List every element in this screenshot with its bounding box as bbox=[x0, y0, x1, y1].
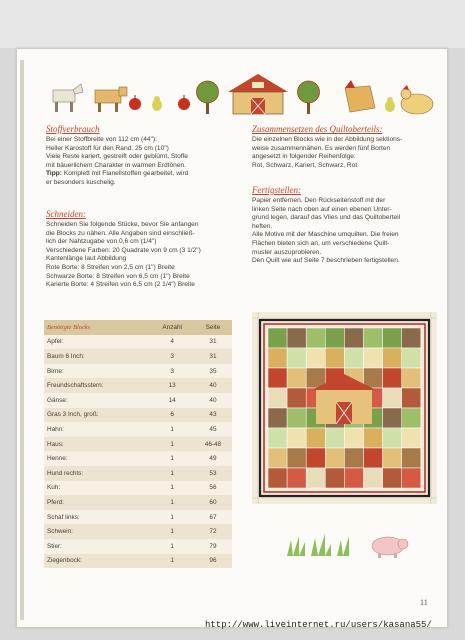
block-name-cell: Stier: bbox=[44, 539, 150, 554]
quilt-block bbox=[364, 428, 383, 448]
text-line: Heller Karostoff für den Rand: 25 cm (10") bbox=[46, 144, 169, 152]
block-count-cell: 1 bbox=[150, 539, 194, 554]
apple-icon bbox=[178, 95, 190, 110]
grass-icon bbox=[287, 534, 349, 556]
quilt-illustration bbox=[252, 312, 437, 504]
quilt-block bbox=[344, 328, 363, 348]
table-row bbox=[44, 554, 232, 569]
text-schneiden bbox=[46, 221, 201, 290]
block-page-cell: 96 bbox=[194, 554, 232, 569]
quilt-block bbox=[325, 448, 344, 468]
table-row bbox=[44, 524, 232, 539]
quilt-block bbox=[344, 348, 363, 368]
block-count-cell: 14 bbox=[150, 393, 194, 408]
quilt-block bbox=[402, 348, 421, 368]
quilt-block bbox=[287, 348, 306, 368]
table-row bbox=[44, 349, 232, 364]
block-page-cell: 43 bbox=[194, 408, 232, 423]
block-name-cell: Freundschaftsstern: bbox=[44, 378, 150, 393]
quilt-block bbox=[287, 468, 306, 488]
quilt-block bbox=[268, 428, 287, 448]
quilt-block bbox=[325, 428, 344, 448]
hen-icon bbox=[401, 85, 433, 114]
quilt-block bbox=[344, 468, 363, 488]
quilt-block bbox=[364, 348, 383, 368]
quilt-block bbox=[402, 328, 421, 348]
block-count-cell: 1 bbox=[150, 510, 194, 525]
quilt-block bbox=[268, 328, 287, 348]
block-count-cell: 1 bbox=[150, 422, 194, 437]
heading-zusammensetzen: Zusammensetzen des Quiltoberteils: bbox=[252, 124, 383, 134]
text-line: lich der Nahtzugabe von 0,6 cm (1/4") bbox=[46, 238, 157, 246]
pear-icon bbox=[385, 97, 395, 112]
block-name-cell: Hahn: bbox=[44, 422, 150, 437]
apple-icon bbox=[129, 95, 141, 110]
barn-house-icon bbox=[228, 74, 288, 114]
table-row bbox=[44, 335, 232, 350]
text-line: Bei einer Stoffbreite von 112 cm (44"): bbox=[46, 136, 157, 143]
quilt-block bbox=[268, 408, 287, 428]
block-page-cell: 31 bbox=[194, 335, 232, 350]
header-anzahl: Anzahl bbox=[150, 320, 194, 335]
text-line: Alle Motive mit der Maschine umquilten. Die freien bbox=[252, 231, 399, 239]
header-blocks: Benötigte Blocks bbox=[44, 320, 150, 335]
block-name-cell: Pferd: bbox=[44, 495, 150, 510]
quilt-block bbox=[306, 468, 325, 488]
quilt-block bbox=[287, 428, 306, 448]
quilt-block bbox=[344, 428, 363, 448]
table-row bbox=[44, 393, 232, 408]
block-page-cell: 79 bbox=[194, 539, 232, 554]
quilt-block bbox=[306, 328, 325, 348]
pig-icon bbox=[372, 537, 408, 558]
block-page-cell: 56 bbox=[194, 481, 232, 496]
tip-text: Komplett mit Flanellstoffen gearbeitet, wird bbox=[62, 170, 189, 178]
quilt-block bbox=[364, 328, 383, 348]
cow-icon bbox=[95, 87, 127, 112]
text-line: linken Seite nach oben auf einen ebenen Unter- bbox=[252, 205, 392, 213]
quilt-block bbox=[325, 348, 344, 368]
text-line: mit bäuerlichem Charakter in warmen Erdtönen. bbox=[46, 161, 186, 169]
header-seite: Seite bbox=[194, 320, 232, 335]
quilt-block bbox=[402, 468, 421, 488]
text-line: er besonders kuschelig. bbox=[46, 178, 116, 186]
quilt-block bbox=[268, 448, 287, 468]
quilt-block bbox=[268, 468, 287, 488]
block-name-cell: Gänse: bbox=[44, 393, 150, 408]
text-line: Verschiedene Farben: 20 Quadrate von 9 cm (3 1/2") bbox=[46, 246, 201, 254]
quilt-block bbox=[306, 428, 325, 448]
quilt-block bbox=[325, 468, 344, 488]
required-blocks-table bbox=[44, 320, 232, 568]
page-number: 11 bbox=[420, 598, 428, 607]
block-count-cell: 1 bbox=[150, 466, 194, 481]
quilt-block bbox=[306, 448, 325, 468]
block-name-cell: Haus: bbox=[44, 437, 150, 452]
quilt-block bbox=[364, 448, 383, 468]
table-row bbox=[44, 510, 232, 525]
text-line: Papier entfernen. Den Rückseitenstoff mit der bbox=[252, 197, 386, 204]
table-row bbox=[44, 539, 232, 554]
block-count-cell: 1 bbox=[150, 451, 194, 466]
quilt-block bbox=[268, 348, 287, 368]
quilt-block bbox=[383, 408, 402, 428]
text-line: Den Quilt wie auf Seite 7 beschrieben fertigstellen. bbox=[252, 257, 400, 265]
text-line: Rote Borte: 8 Streifen von 2,5 cm (1") Breite bbox=[46, 263, 175, 271]
block-count-cell: 3 bbox=[150, 349, 194, 364]
block-page-cell: 40 bbox=[194, 378, 232, 393]
block-name-cell: Baum 6 Inch: bbox=[44, 349, 150, 364]
block-count-cell: 3 bbox=[150, 364, 194, 379]
tip-label: Tipp: bbox=[46, 170, 62, 178]
block-page-cell: 49 bbox=[194, 451, 232, 466]
quilt-block bbox=[344, 448, 363, 468]
table-row bbox=[44, 422, 232, 437]
block-page-cell: 46-48 bbox=[194, 437, 232, 452]
table-row bbox=[44, 495, 232, 510]
block-count-cell: 1 bbox=[150, 481, 194, 496]
text-stoffverbrauch bbox=[46, 136, 188, 188]
table-row bbox=[44, 437, 232, 452]
top-background bbox=[0, 0, 465, 48]
block-name-cell: Schaf links: bbox=[44, 510, 150, 525]
pear-icon bbox=[152, 96, 162, 111]
text-line: weise zusammennähen. Es werden fünf Borten bbox=[252, 144, 391, 152]
text-line: angesetzt in folgender Reihenfolge: bbox=[252, 153, 356, 161]
quilt-block bbox=[287, 368, 306, 388]
block-count-cell: 1 bbox=[150, 437, 194, 452]
goat-icon bbox=[53, 84, 83, 112]
block-count-cell: 1 bbox=[150, 524, 194, 539]
block-name-cell: Apfel: bbox=[44, 335, 150, 350]
block-page-cell: 67 bbox=[194, 510, 232, 525]
quilt-block bbox=[306, 348, 325, 368]
block-name-cell: Schwein: bbox=[44, 524, 150, 539]
quilt-block bbox=[402, 408, 421, 428]
quilt-block bbox=[402, 388, 421, 408]
text-line: Flächen bieten sich an, um verschiedene Quilt- bbox=[252, 239, 390, 247]
heading-fertigstellen: Fertigstellen: bbox=[252, 185, 301, 195]
text-line: Kantenlänge laut Abbildung bbox=[46, 255, 127, 263]
text-line: Viele Reste kariert, gestreift oder geblümt, Stoffe bbox=[46, 153, 188, 161]
text-line: Die einzelnen Blocks wie in der Abbildung sektions- bbox=[252, 136, 403, 143]
text-zusammensetzen bbox=[252, 136, 402, 170]
text-line: grund legen, darauf das Vlies und das Quiltoberteil bbox=[252, 214, 401, 222]
text-line: die Blocks zu nähen. Alle Angaben sind einschließ- bbox=[46, 229, 195, 237]
rooster-icon bbox=[345, 80, 375, 112]
block-count-cell: 4 bbox=[150, 335, 194, 350]
block-page-cell: 45 bbox=[194, 422, 232, 437]
block-count-cell: 6 bbox=[150, 408, 194, 423]
block-count-cell: 1 bbox=[150, 554, 194, 569]
watermark-url: http://www.liveinternet.ru/users/kasana55/ bbox=[205, 620, 432, 630]
grass-and-pig-illustration bbox=[285, 532, 425, 562]
quilt-block bbox=[383, 348, 402, 368]
quilt-block bbox=[364, 368, 383, 388]
text-line: Schneiden Sie folgende Stücke, bevor Sie anfangen bbox=[46, 221, 199, 228]
table-header-row bbox=[44, 320, 232, 335]
quilt-block bbox=[383, 448, 402, 468]
quilt-block bbox=[383, 388, 402, 408]
block-name-cell: Kuh: bbox=[44, 481, 150, 496]
table-row bbox=[44, 481, 232, 496]
quilt-block bbox=[383, 428, 402, 448]
quilt-block bbox=[383, 328, 402, 348]
block-name-cell: Ziegenbock: bbox=[44, 554, 150, 569]
farm-illustration-row bbox=[45, 68, 435, 118]
block-name-cell: Hund rechts: bbox=[44, 466, 150, 481]
block-page-cell: 35 bbox=[194, 364, 232, 379]
quilt-block bbox=[287, 328, 306, 348]
tree-icon bbox=[298, 81, 320, 114]
quilt-block bbox=[287, 408, 306, 428]
text-line: muster auszuprobieren. bbox=[252, 248, 322, 256]
block-name-cell: Gras 3 Inch, groß: bbox=[44, 408, 150, 423]
block-page-cell: 53 bbox=[194, 466, 232, 481]
heading-stoffverbrauch: Stoffverbrauch bbox=[46, 124, 100, 134]
tree-icon bbox=[197, 81, 219, 114]
quilt-block bbox=[287, 448, 306, 468]
text-line: heften. bbox=[252, 222, 273, 230]
quilt-block bbox=[402, 448, 421, 468]
page-gutter bbox=[20, 60, 24, 620]
text-line: Rot, Schwarz, Kariert, Schwarz, Rot bbox=[252, 161, 358, 169]
quilt-block bbox=[325, 328, 344, 348]
quilt-block bbox=[402, 368, 421, 388]
quilt-block bbox=[268, 368, 287, 388]
block-page-cell: 40 bbox=[194, 393, 232, 408]
block-name-cell: Birne: bbox=[44, 364, 150, 379]
table-row bbox=[44, 364, 232, 379]
quilt-block bbox=[383, 368, 402, 388]
quilt-block bbox=[268, 388, 287, 408]
table-row bbox=[44, 378, 232, 393]
text-line: Karierte Borte: 4 Streifen von 6,5 cm (2 1/4") Breite bbox=[46, 281, 195, 289]
block-count-cell: 13 bbox=[150, 378, 194, 393]
block-page-cell: 72 bbox=[194, 524, 232, 539]
table-row bbox=[44, 408, 232, 423]
block-page-cell: 60 bbox=[194, 495, 232, 510]
text-line: Schwarze Borte: 8 Streifen von 6,5 cm (1") Breite bbox=[46, 272, 190, 280]
tip-line bbox=[46, 170, 188, 179]
block-name-cell: Henne: bbox=[44, 451, 150, 466]
table-row bbox=[44, 466, 232, 481]
quilt-block bbox=[402, 428, 421, 448]
block-page-cell: 31 bbox=[194, 349, 232, 364]
text-fertigstellen bbox=[252, 197, 400, 266]
quilt-block bbox=[287, 388, 306, 408]
quilt-block bbox=[364, 468, 383, 488]
table-row bbox=[44, 451, 232, 466]
block-count-cell: 1 bbox=[150, 495, 194, 510]
heading-schneiden: Schneiden: bbox=[46, 209, 86, 219]
quilt-block bbox=[383, 468, 402, 488]
